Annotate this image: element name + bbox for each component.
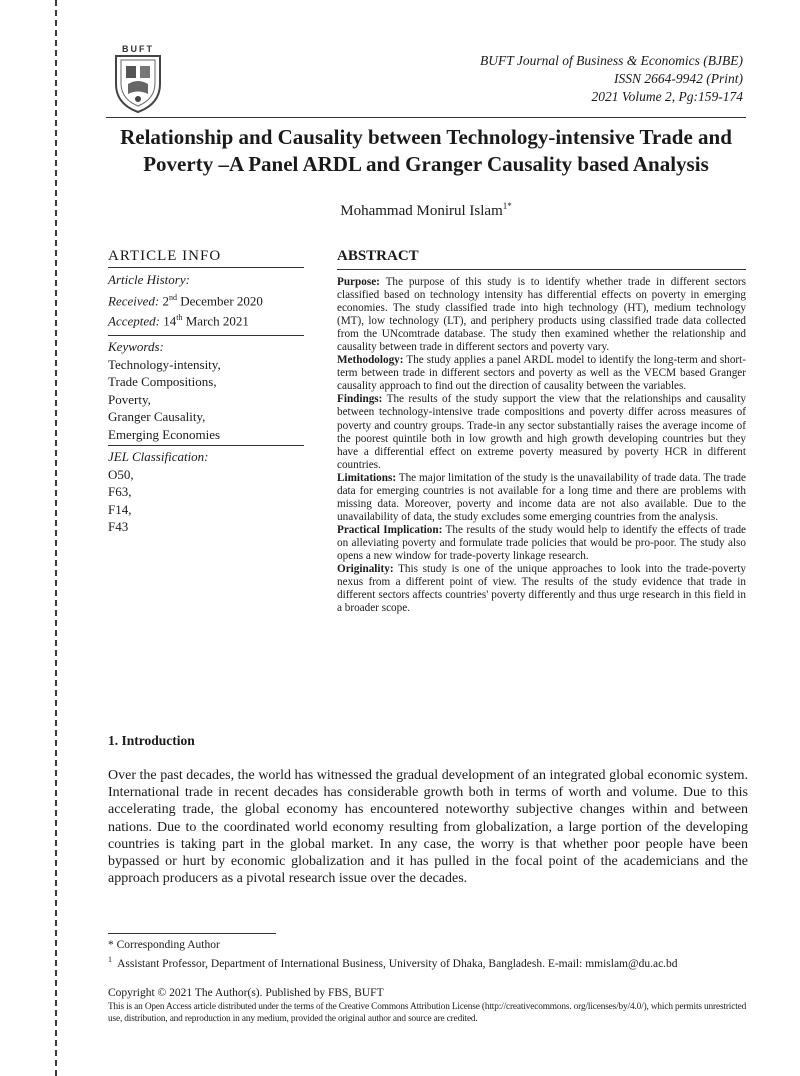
- abstract-originality: Originality: This study is one of the unique approaches to look into the trade-poverty nexus from a different point of view. The results of the study evidence that trade in different sectors affects countries' poverty differently and thus urge research in this field in a broader scope.: [337, 563, 746, 615]
- abstract: [337, 248, 746, 615]
- keyword-item: Granger Causality,: [108, 409, 206, 425]
- abstract-findings: Findings: The results of the study support the view that the relationships and causality between technology-intensive trade compositions and poverty differ across measures of poverty and country groups. Trade-in any sector substantially raises the average income of the poorest quintile both in low growth and high growth developing countries but they have a differential effect on extreme poverty measured by poverty HCR in different countries.: [337, 393, 746, 471]
- license-text: This is an Open Access article distributed under the terms of the Creative Commons Attribution License (http://creativecommons. org/licenses/by/4.0/), which permits unrestricted use, distribution, and reproduction in any medium, provided the original author and source are credited.: [108, 1002, 747, 1024]
- crest-icon: [106, 44, 170, 116]
- copyright-line: Copyright © 2021 The Author(s). Published by FBS, BUFT: [108, 987, 384, 999]
- article-info: [108, 248, 304, 536]
- author-name: Mohammad Monirul Islam: [340, 203, 503, 219]
- journal-issn: ISSN 2664-9942 (Print): [614, 71, 743, 86]
- affiliation-note: $^1$ Assistant Professor, Department of International Business, University of Dhaka, Bangladesh. E-mail: mmislam@du.ac.bd: [108, 955, 678, 970]
- jel-code: O50,: [108, 466, 134, 482]
- history-label: Article History:: [108, 272, 190, 287]
- abstract-purpose: Purpose: The purpose of this study is to identify whether trade in different sectors classified based on technology intensity has differential effects on poverty in emerging economies. The study classified trade into high technology (HT), medium technology (MT), low technology (LT), and periphery products using classified trade data collected from the UNcomtrade database. The study then examined whether the relationship and causality between trade in different sectors and poverty vary.: [337, 276, 746, 354]
- introduction-body: Over the past decades, the world has witnessed the gradual development of an integrated global economic system. International trade in recent decades has considerable growth both in terms of worth and volume. Due to this accelerating trade, the global economy has encountered noteworthy subjective changes within and between nations. Due to the coordinated world economy resulting from globalization, a large portion of the developing countries is taking part in the global market. In any case, the worry is that whether poor people have been bypassed or hurt by economic globalization and it has pulled in the focal point of the academicians and the approach producers as a pivotal research issue over the decades.: [108, 768, 748, 887]
- logo-text: BUFT: [122, 44, 154, 54]
- buft-logo: [106, 44, 170, 116]
- jel-code: F63,: [108, 484, 132, 500]
- abstract-methodology: Methodology: The study applies a panel ARDL model to identify the long-term and short-term between trade in different sectors and poverty as well as the VECM based Granger causality approach to find out the direction of causality between the variables.: [337, 354, 746, 393]
- keywords-section: [108, 335, 304, 443]
- keyword-item: Poverty,: [108, 391, 151, 407]
- left-dashed-margin-line: [55, 0, 57, 1076]
- journal-name: BUFT Journal of Business & Economics (BJBE): [480, 53, 743, 68]
- received-date: Received: 2nd December 2020: [108, 292, 263, 308]
- footnote-divider: [108, 933, 276, 934]
- accepted-date: Accepted: 14th March 2021: [108, 313, 249, 329]
- abstract-practical-implication: Practical Implication: The results of the study would help to identify the effects of trade on alleviating poverty and formulate trade policies that would be pro-poor. The study also opens a new window for trade-poverty linkage research.: [337, 523, 747, 562]
- article-info-heading: ARTICLE INFO: [108, 248, 304, 268]
- corresponding-author-note: * Corresponding Author: [108, 939, 220, 951]
- journal-header: [480, 52, 743, 106]
- keyword-item: Technology-intensity,: [108, 356, 221, 372]
- jel-code: F43: [108, 519, 129, 535]
- introduction-heading: 1. Introduction: [108, 733, 195, 748]
- paper-title: [106, 124, 746, 178]
- abstract-heading: ABSTRACT: [337, 248, 746, 270]
- jel-code: F14,: [108, 501, 132, 517]
- journal-volume: 2021 Volume 2, Pg:159-174: [591, 89, 743, 104]
- jel-section: [108, 445, 304, 536]
- title-line-2: Poverty –A Panel ARDL and Granger Causality based Analysis: [143, 152, 709, 176]
- author-mark: 1*: [502, 201, 512, 211]
- abstract-limitations: Limitations: The major limitation of the study is the unavailability of trade data. The trade data for emerging countries is not available for a long time and there are problems with missing data. Moreover, poverty and income data are not also available. Due to the unavailability of data, the study excludes some emerging countries from the analysis.: [337, 471, 746, 523]
- author-line: [106, 201, 746, 220]
- title-line-1: Relationship and Causality between Technology-intensive Trade and: [120, 125, 732, 149]
- keyword-item: Trade Compositions,: [108, 374, 217, 390]
- jel-label: JEL Classification:: [108, 449, 209, 465]
- keywords-label: Keywords:: [108, 339, 164, 355]
- header-divider: [106, 117, 746, 118]
- keyword-item: Emerging Economies: [108, 426, 221, 442]
